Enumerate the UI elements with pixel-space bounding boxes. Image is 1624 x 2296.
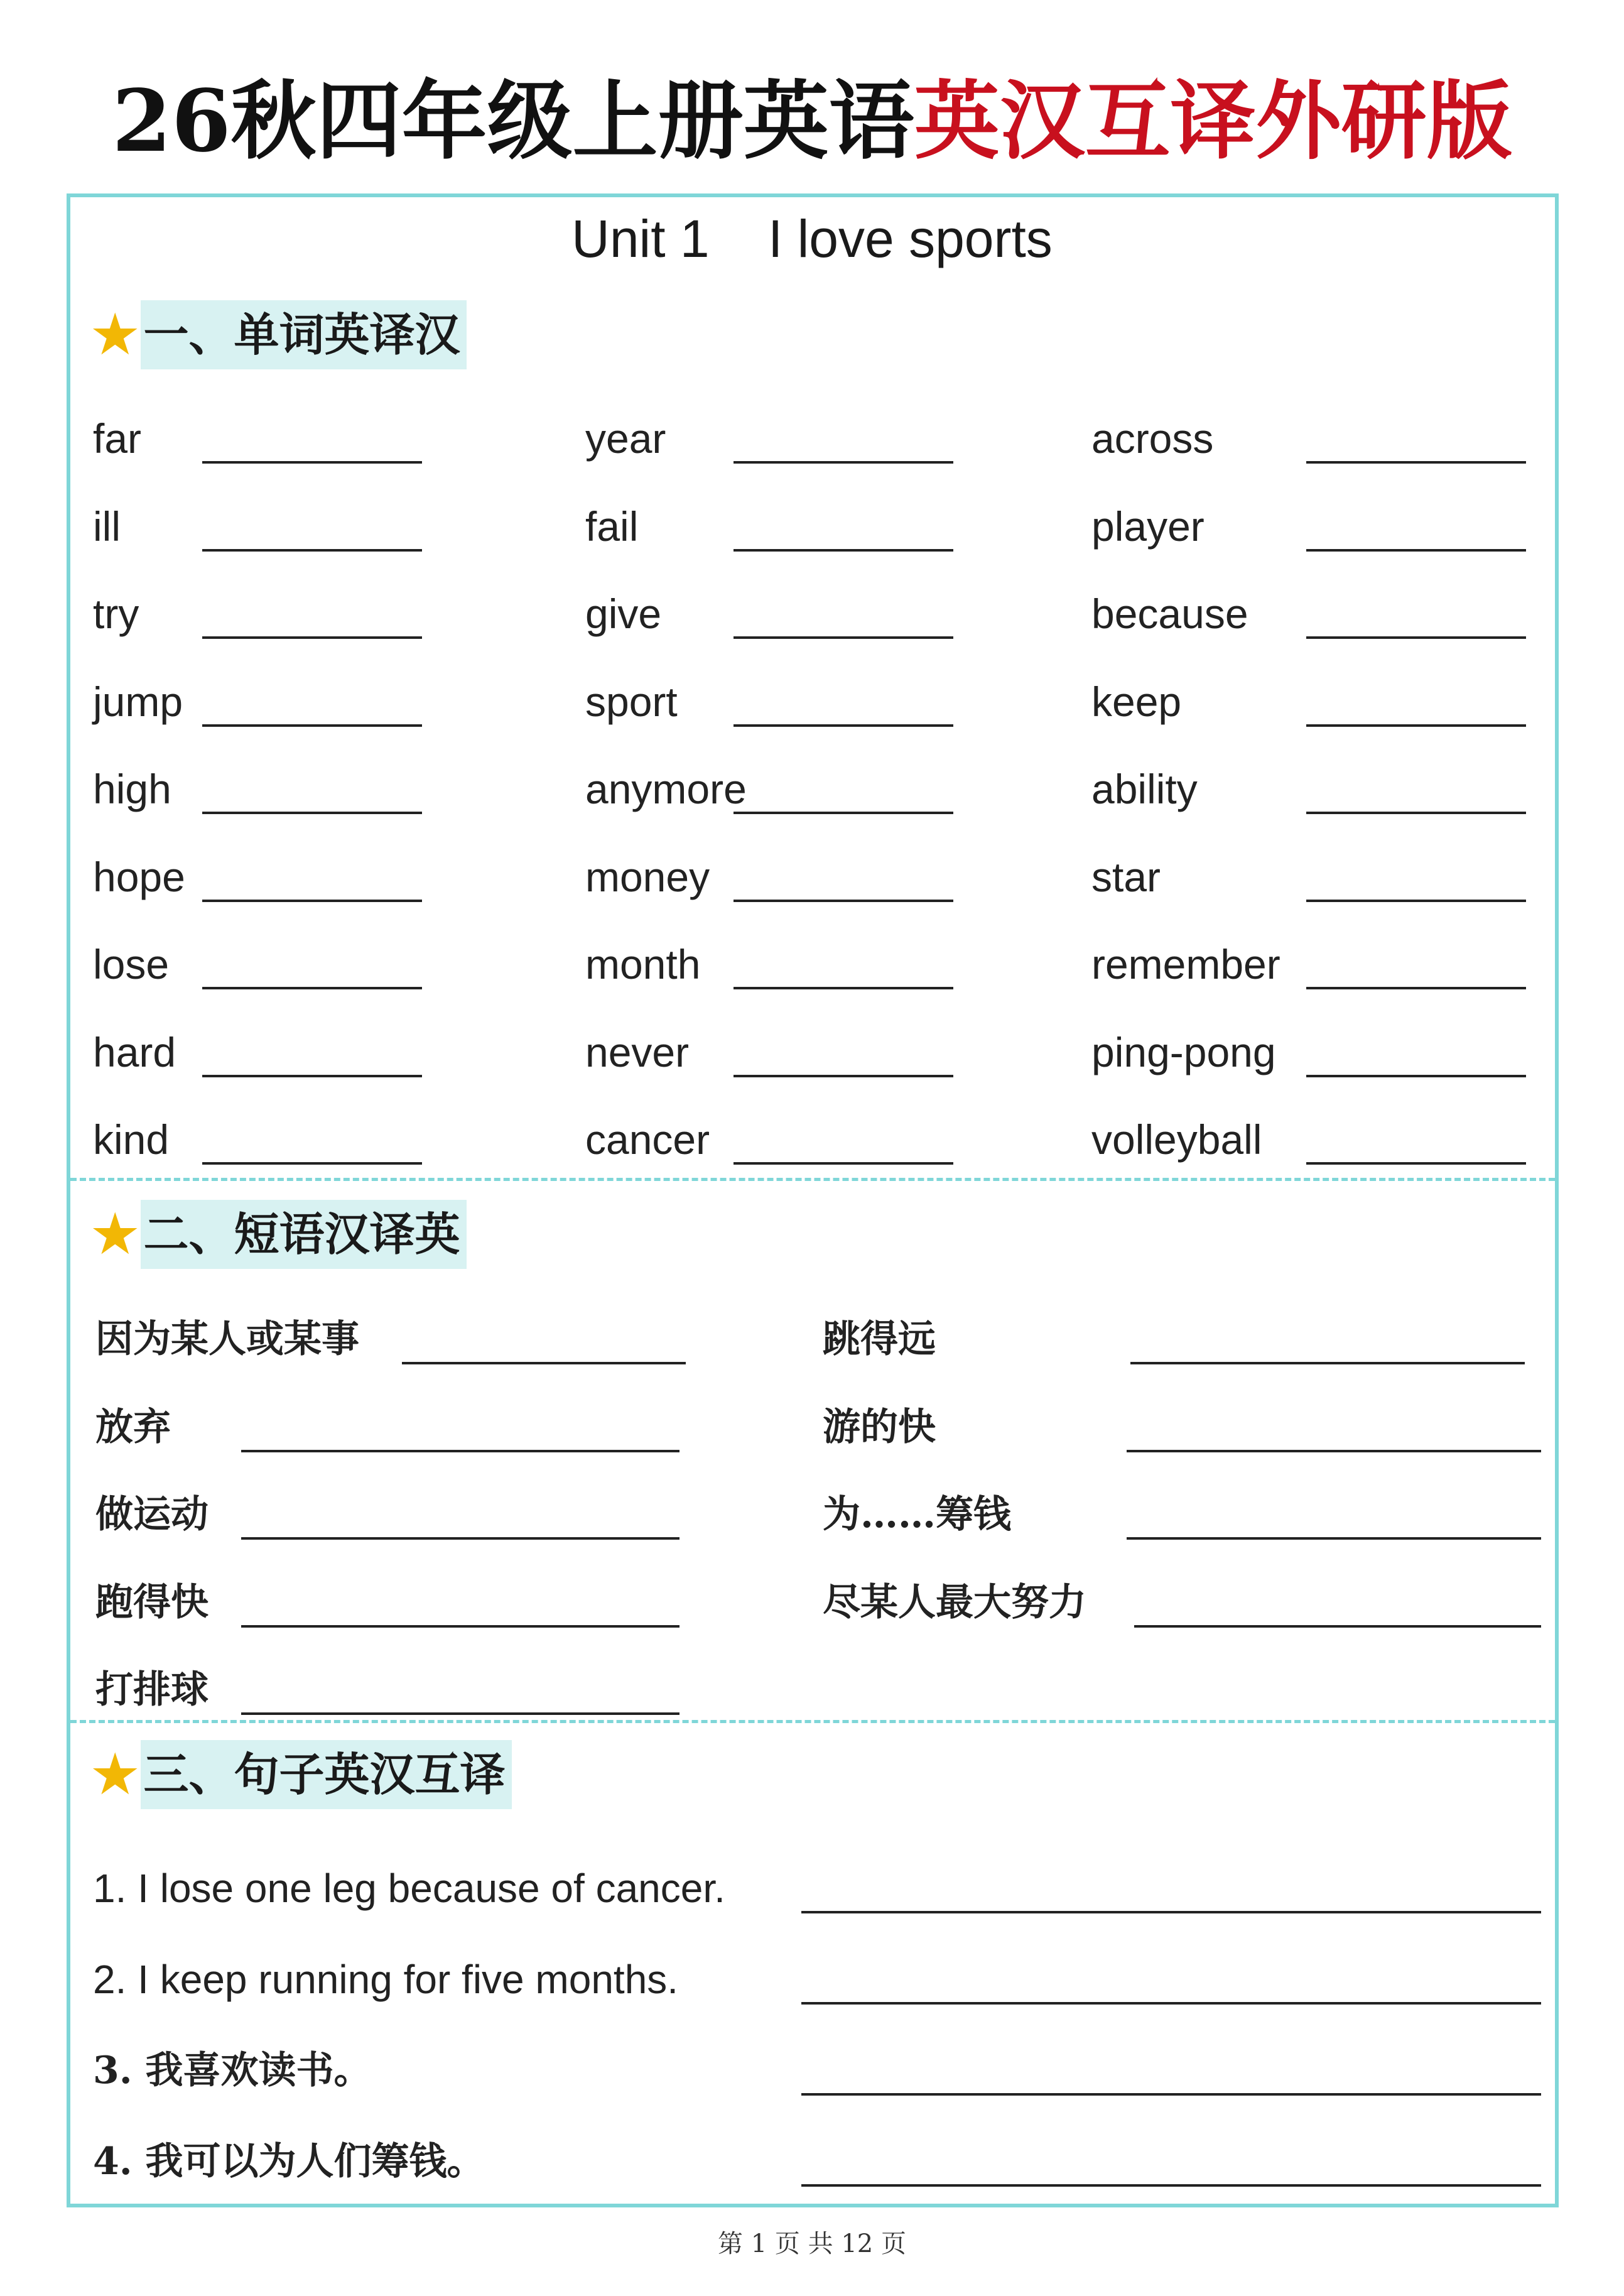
sentence-item: 2. I keep running for five months. (93, 1957, 679, 2002)
unit-title: Unit 1 I love sports (571, 209, 1053, 268)
answer-blank[interactable] (734, 900, 953, 902)
answer-blank[interactable] (202, 461, 422, 464)
word-item: far (93, 415, 142, 462)
answer-blank[interactable] (1306, 900, 1526, 902)
answer-blank[interactable] (241, 1537, 679, 1540)
word-item: across (1091, 415, 1214, 462)
word-item: cancer (585, 1116, 710, 1163)
page-footer: 第 1 页 共 12 页 (718, 2229, 906, 2258)
section-divider (70, 1720, 1555, 1723)
word-item: ping-pong (1091, 1029, 1276, 1075)
answer-blank[interactable] (734, 812, 953, 814)
title-part-2: 英汉互译外研版 (914, 71, 1512, 171)
answer-blank[interactable] (202, 900, 422, 902)
sentence-item: 4. 我可以为人们筹钱。 (93, 2140, 485, 2184)
answer-blank[interactable] (1306, 724, 1526, 727)
answer-blank[interactable] (241, 1625, 679, 1628)
word-item: sport (585, 678, 678, 725)
star-icon: ★ (89, 301, 141, 368)
answer-blank[interactable] (202, 636, 422, 639)
word-item: keep (1091, 678, 1182, 725)
phrase-item: 打排球 (95, 1668, 208, 1712)
answer-blank[interactable] (1306, 1075, 1526, 1077)
sentence-item: 1. I lose one leg because of cancer. (93, 1866, 725, 1911)
word-item: player (1091, 503, 1204, 550)
phrase-item: 跳得远 (823, 1317, 936, 1361)
answer-blank[interactable] (734, 987, 953, 989)
word-item: kind (93, 1116, 170, 1163)
word-item: volleyball (1091, 1116, 1262, 1163)
answer-blank[interactable] (734, 724, 953, 727)
answer-blank[interactable] (801, 2002, 1541, 2005)
answer-blank[interactable] (734, 636, 953, 639)
phrase-item: 跑得快 (95, 1581, 208, 1624)
answer-blank[interactable] (801, 1911, 1541, 1913)
star-icon: ★ (89, 1741, 141, 1808)
answer-blank[interactable] (1130, 1362, 1525, 1364)
word-item: fail (585, 503, 639, 550)
phrase-item: 游的快 (823, 1405, 936, 1449)
answer-blank[interactable] (801, 2184, 1541, 2187)
word-item: ability (1091, 766, 1198, 812)
page-title (0, 71, 1624, 171)
section-3-header (89, 1740, 512, 1809)
answer-blank[interactable] (202, 812, 422, 814)
word-item: anymore (585, 766, 747, 812)
word-item: try (93, 590, 139, 637)
answer-blank[interactable] (1306, 1162, 1526, 1165)
word-item: hard (93, 1029, 176, 1075)
phrase-item: 做运动 (95, 1493, 208, 1537)
answer-blank[interactable] (734, 1075, 953, 1077)
answer-blank[interactable] (202, 549, 422, 552)
answer-blank[interactable] (241, 1450, 679, 1452)
section-divider (70, 1178, 1555, 1181)
answer-blank[interactable] (202, 987, 422, 989)
answer-blank[interactable] (1306, 461, 1526, 464)
answer-blank[interactable] (1127, 1537, 1541, 1540)
answer-blank[interactable] (1306, 987, 1526, 989)
answer-blank[interactable] (734, 1162, 953, 1165)
answer-blank[interactable] (1127, 1450, 1541, 1452)
word-item: money (585, 854, 710, 900)
phrase-item: 放弃 (95, 1405, 171, 1449)
phrase-item: 因为某人或某事 (95, 1317, 359, 1361)
answer-blank[interactable] (1306, 636, 1526, 639)
section-2-label: 二、短语汉译英 (141, 1200, 466, 1269)
phrase-item: 为……筹钱 (823, 1493, 1011, 1537)
title-part-1: 26秋四年级上册英语 (112, 71, 914, 171)
word-item: give (585, 590, 662, 637)
answer-blank[interactable] (734, 549, 953, 552)
answer-blank[interactable] (202, 1162, 422, 1165)
phrase-item: 尽某人最大努力 (823, 1581, 1086, 1624)
word-item: remember (1091, 941, 1280, 987)
answer-blank[interactable] (734, 461, 953, 464)
answer-blank[interactable] (202, 724, 422, 727)
answer-blank[interactable] (1306, 812, 1526, 814)
word-item: because (1091, 590, 1248, 637)
section-1-header (89, 300, 467, 369)
word-item: hope (93, 854, 185, 900)
answer-blank[interactable] (1134, 1625, 1541, 1628)
section-3-label: 三、句子英汉互译 (141, 1740, 511, 1809)
word-item: high (93, 766, 171, 812)
answer-blank[interactable] (241, 1712, 679, 1715)
answer-blank[interactable] (1306, 549, 1526, 552)
word-item: month (585, 941, 701, 987)
word-item: ill (93, 503, 121, 550)
star-icon: ★ (89, 1200, 141, 1268)
section-2-header (89, 1200, 467, 1269)
answer-blank[interactable] (202, 1075, 422, 1077)
word-item: lose (93, 941, 170, 987)
section-1-label: 一、单词英译汉 (141, 300, 466, 369)
sentence-item: 3. 我喜欢读书。 (93, 2048, 372, 2092)
answer-blank[interactable] (402, 1362, 686, 1364)
word-item: jump (93, 678, 183, 725)
word-item: year (585, 415, 666, 462)
word-item: never (585, 1029, 690, 1075)
answer-blank[interactable] (801, 2093, 1541, 2096)
word-item: star (1091, 854, 1161, 900)
